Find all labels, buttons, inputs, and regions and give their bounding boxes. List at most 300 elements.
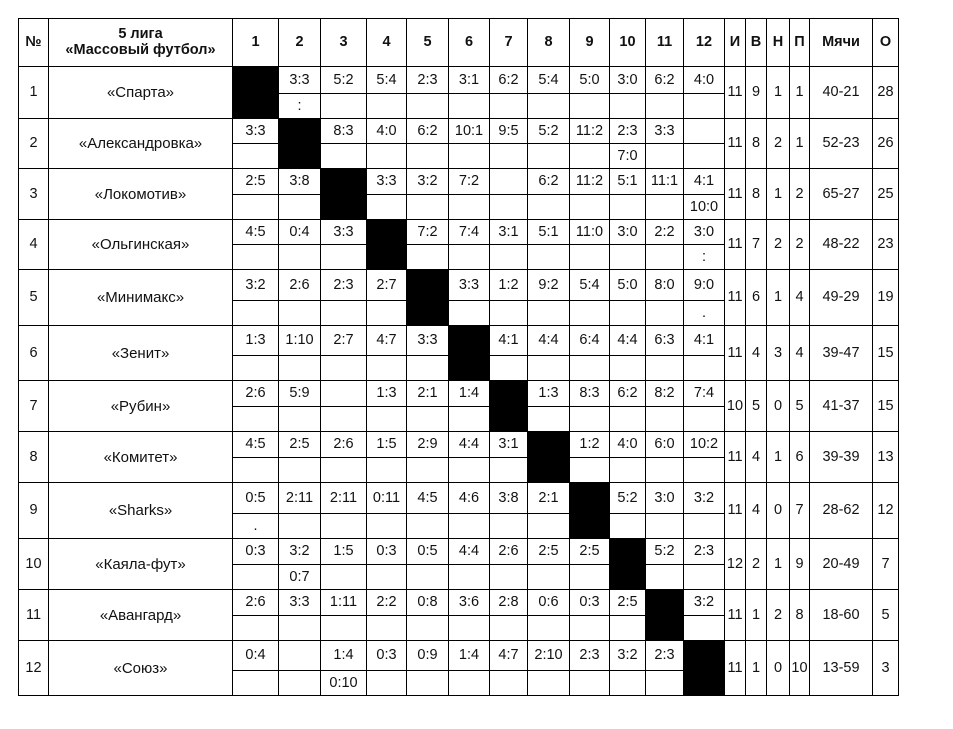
score-cell [321,381,367,407]
score-cell-second [279,195,321,220]
stat-points: 5 [873,590,899,641]
score-cell: 1:10 [279,326,321,356]
score-cell: 11:0 [570,220,610,245]
header-col-10: 10 [610,19,646,67]
score-cell: 3:3 [367,169,407,195]
score-cell: 6:3 [646,326,684,356]
score-cell-second [407,514,449,539]
score-cell-second [449,458,490,483]
stat-wins: 8 [746,169,767,220]
score-cell-second [528,144,570,169]
stat-wins: 4 [746,483,767,539]
score-cell-second [279,671,321,696]
score-cell-second [646,407,684,432]
team-number: 1 [19,67,49,119]
stat-draws: 1 [767,270,790,326]
score-cell-second [233,671,279,696]
stat-points: 15 [873,326,899,381]
stat-draws: 0 [767,483,790,539]
score-cell: 6:2 [610,381,646,407]
team-number: 4 [19,220,49,270]
score-cell: 3:6 [449,590,490,616]
score-cell: 1:4 [449,641,490,671]
score-cell: 2:1 [407,381,449,407]
header-row [19,19,899,67]
score-cell: 7:4 [684,381,725,407]
team-row [19,326,899,356]
self-match-cell [646,590,684,641]
self-match-cell [610,539,646,590]
score-cell-second: 0:10 [321,671,367,696]
score-cell-second [490,94,528,119]
team-number: 5 [19,270,49,326]
stat-games: 11 [725,483,746,539]
league-table [18,18,899,696]
score-cell: 2:10 [528,641,570,671]
score-cell: 0:3 [367,641,407,671]
score-cell-second: : [684,245,725,270]
score-cell-second [570,144,610,169]
score-cell-second [490,671,528,696]
self-match-cell [279,119,321,169]
score-cell-second [646,514,684,539]
stat-goals: 65-27 [810,169,873,220]
team-number: 6 [19,326,49,381]
score-cell-second [321,94,367,119]
team-number: 12 [19,641,49,696]
score-cell: 5:2 [610,483,646,514]
stat-draws: 2 [767,590,790,641]
score-cell-second [449,407,490,432]
stat-goals: 41-37 [810,381,873,432]
header-points: О [873,19,899,67]
score-cell-second [233,301,279,326]
header-num: № [19,19,49,67]
team-name: «Зенит» [49,326,233,381]
score-cell-second [684,458,725,483]
score-cell-second [279,356,321,381]
stat-points: 19 [873,270,899,326]
score-cell: 4:4 [610,326,646,356]
score-cell-second [233,195,279,220]
score-cell-second [233,407,279,432]
score-cell-second: 10:0 [684,195,725,220]
score-cell-second [321,565,367,590]
score-cell-second [570,616,610,641]
header-col-7: 7 [490,19,528,67]
score-cell-second [646,195,684,220]
score-cell: 4:1 [684,326,725,356]
self-match-cell [570,483,610,539]
stat-points: 15 [873,381,899,432]
score-cell: 2:7 [367,270,407,301]
score-cell: 1:4 [449,381,490,407]
score-cell: 5:2 [321,67,367,94]
score-cell: 5:4 [528,67,570,94]
stat-losses: 2 [790,169,810,220]
score-cell: 4:5 [233,432,279,458]
score-cell-second: 0:7 [279,565,321,590]
score-cell: 5:2 [646,539,684,565]
score-cell-second [490,458,528,483]
score-cell: 11:2 [570,119,610,144]
score-cell: 5:4 [570,270,610,301]
score-cell: 1:2 [490,270,528,301]
team-row [19,270,899,301]
score-cell-second [407,458,449,483]
stat-goals: 28-62 [810,483,873,539]
stat-games: 11 [725,67,746,119]
score-cell-second: . [233,514,279,539]
score-cell: 4:7 [367,326,407,356]
score-cell: 6:2 [646,67,684,94]
stat-goals: 49-29 [810,270,873,326]
score-cell: 3:1 [449,67,490,94]
score-cell: 4:4 [528,326,570,356]
score-cell-second [321,458,367,483]
score-cell-second [610,195,646,220]
score-cell: 4:7 [490,641,528,671]
score-cell-second [570,245,610,270]
stat-losses: 7 [790,483,810,539]
score-cell: 0:6 [528,590,570,616]
score-cell: 1:3 [367,381,407,407]
score-cell: 4:5 [407,483,449,514]
score-cell: 3:1 [490,432,528,458]
score-cell: 3:2 [684,483,725,514]
score-cell-second [610,407,646,432]
stat-points: 13 [873,432,899,483]
score-cell-second [279,616,321,641]
score-cell-second [528,245,570,270]
score-cell: 6:2 [407,119,449,144]
stat-wins: 7 [746,220,767,270]
score-cell-second [646,94,684,119]
score-cell-second [646,565,684,590]
score-cell: 3:2 [684,590,725,616]
score-cell-second [528,514,570,539]
score-cell-second [321,144,367,169]
score-cell-second [449,94,490,119]
stat-games: 12 [725,539,746,590]
score-cell-second [407,407,449,432]
score-cell-second [367,144,407,169]
score-cell: 0:5 [407,539,449,565]
score-cell: 3:2 [407,169,449,195]
team-row [19,381,899,407]
score-cell-second [646,301,684,326]
score-cell: 1:5 [321,539,367,565]
score-cell: 5:9 [279,381,321,407]
score-cell: 2:11 [321,483,367,514]
stat-games: 11 [725,220,746,270]
score-cell-second [449,565,490,590]
stat-draws: 0 [767,641,790,696]
stat-wins: 1 [746,641,767,696]
self-match-cell [684,641,725,696]
score-cell: 8:0 [646,270,684,301]
self-match-cell [528,432,570,483]
score-cell-second [646,144,684,169]
stat-points: 25 [873,169,899,220]
score-cell-second [449,195,490,220]
score-cell [279,641,321,671]
stat-draws: 1 [767,169,790,220]
stat-losses: 10 [790,641,810,696]
score-cell-second [367,616,407,641]
score-cell: 8:2 [646,381,684,407]
score-cell: 2:2 [367,590,407,616]
stat-draws: 1 [767,539,790,590]
score-cell-second [490,565,528,590]
score-cell: 2:6 [490,539,528,565]
score-cell-second [449,144,490,169]
stat-goals: 40-21 [810,67,873,119]
score-cell: 2:6 [279,270,321,301]
score-cell: 0:3 [570,590,610,616]
score-cell: 0:9 [407,641,449,671]
team-number: 3 [19,169,49,220]
stat-points: 23 [873,220,899,270]
score-cell-second [407,144,449,169]
score-cell: 1:3 [528,381,570,407]
stat-games: 11 [725,641,746,696]
stat-games: 11 [725,432,746,483]
score-cell-second [407,195,449,220]
stat-draws: 1 [767,432,790,483]
stat-draws: 1 [767,67,790,119]
score-cell-second [233,458,279,483]
score-cell-second [684,514,725,539]
score-cell: 4:5 [233,220,279,245]
score-cell-second [233,245,279,270]
score-cell: 2:7 [321,326,367,356]
self-match-cell [233,67,279,119]
score-cell-second [367,356,407,381]
header-col-12: 12 [684,19,725,67]
team-name: «Комитет» [49,432,233,483]
score-cell: 6:4 [570,326,610,356]
stat-points: 7 [873,539,899,590]
score-cell [684,119,725,144]
team-name: «Ольгинская» [49,220,233,270]
stat-points: 28 [873,67,899,119]
header-col-8: 8 [528,19,570,67]
stat-goals: 20-49 [810,539,873,590]
stat-losses: 2 [790,220,810,270]
score-cell: 3:3 [407,326,449,356]
score-cell: 4:0 [684,67,725,94]
score-cell-second [490,195,528,220]
score-cell: 2:5 [528,539,570,565]
score-cell: 1:2 [570,432,610,458]
score-cell: 8:3 [321,119,367,144]
score-cell: 2:5 [570,539,610,565]
score-cell: 0:8 [407,590,449,616]
score-cell: 3:1 [490,220,528,245]
score-cell: 5:0 [570,67,610,94]
table-body [19,19,899,696]
score-cell-second [528,94,570,119]
score-cell-second [367,94,407,119]
score-cell-second [233,356,279,381]
score-cell: 0:5 [233,483,279,514]
stat-losses: 9 [790,539,810,590]
score-cell: 3:3 [279,67,321,94]
stat-goals: 18-60 [810,590,873,641]
team-number: 11 [19,590,49,641]
score-cell-second [528,407,570,432]
score-cell-second [610,245,646,270]
score-cell: 5:1 [528,220,570,245]
stat-games: 10 [725,381,746,432]
score-cell-second [570,565,610,590]
score-cell-second [407,245,449,270]
score-cell: 2:11 [279,483,321,514]
score-cell-second [367,301,407,326]
score-cell-second [449,671,490,696]
score-cell: 1:4 [321,641,367,671]
stat-goals: 52-23 [810,119,873,169]
score-cell: 2:3 [321,270,367,301]
score-cell-second [490,301,528,326]
stat-draws: 0 [767,381,790,432]
stat-losses: 1 [790,67,810,119]
score-cell-second [528,565,570,590]
score-cell-second [610,301,646,326]
score-cell: 0:4 [233,641,279,671]
header-title-line2: «Массовый футбол» [65,41,216,58]
team-number: 7 [19,381,49,432]
stat-losses: 4 [790,326,810,381]
team-name: «Локомотив» [49,169,233,220]
score-cell-second [570,94,610,119]
score-cell-second [367,565,407,590]
score-cell: 1:11 [321,590,367,616]
stat-wins: 8 [746,119,767,169]
team-number: 2 [19,119,49,169]
score-cell-second [321,301,367,326]
score-cell: 1:3 [233,326,279,356]
score-cell: 9:2 [528,270,570,301]
score-cell-second [449,301,490,326]
team-row [19,119,899,144]
score-cell-second [684,94,725,119]
score-cell: 3:0 [646,483,684,514]
score-cell-second [570,356,610,381]
score-cell-second [684,565,725,590]
self-match-cell [367,220,407,270]
score-cell: 2:8 [490,590,528,616]
team-name: «Каяла-фут» [49,539,233,590]
score-cell: 0:4 [279,220,321,245]
header-wins: В [746,19,767,67]
score-cell: 3:8 [490,483,528,514]
score-cell: 7:2 [449,169,490,195]
score-cell: 9:0 [684,270,725,301]
score-cell-second [610,458,646,483]
stat-points: 26 [873,119,899,169]
score-cell: 3:0 [610,220,646,245]
score-cell: 2:2 [646,220,684,245]
header-col-11: 11 [646,19,684,67]
score-cell: 2:3 [570,641,610,671]
header-losses: П [790,19,810,67]
score-cell-second: 7:0 [610,144,646,169]
score-cell: 4:6 [449,483,490,514]
score-cell-second [407,565,449,590]
stat-goals: 39-39 [810,432,873,483]
score-cell: 3:2 [279,539,321,565]
stat-wins: 5 [746,381,767,432]
score-cell: 7:2 [407,220,449,245]
stat-draws: 3 [767,326,790,381]
stat-losses: 5 [790,381,810,432]
score-cell: 3:0 [610,67,646,94]
score-cell-second [490,356,528,381]
score-cell-second [407,616,449,641]
header-col-6: 6 [449,19,490,67]
score-cell-second [570,458,610,483]
stat-wins: 4 [746,432,767,483]
score-cell: 6:2 [490,67,528,94]
score-cell: 11:2 [570,169,610,195]
stat-losses: 1 [790,119,810,169]
score-cell-second [570,407,610,432]
score-cell: 10:1 [449,119,490,144]
team-row [19,539,899,565]
score-cell: 2:3 [407,67,449,94]
stat-wins: 6 [746,270,767,326]
stat-goals: 48-22 [810,220,873,270]
score-cell-second [321,616,367,641]
score-cell: 3:3 [449,270,490,301]
score-cell [490,169,528,195]
score-cell: 4:0 [367,119,407,144]
score-cell-second [367,458,407,483]
score-cell-second [528,616,570,641]
score-cell: 2:3 [646,641,684,671]
score-cell-second [449,245,490,270]
team-row [19,590,899,616]
score-cell: 3:3 [279,590,321,616]
score-cell-second [279,514,321,539]
score-cell-second [233,565,279,590]
score-cell-second [233,144,279,169]
score-cell-second [279,301,321,326]
stat-goals: 13-59 [810,641,873,696]
header-col-1: 1 [233,19,279,67]
score-cell: 3:3 [321,220,367,245]
self-match-cell [490,381,528,432]
team-name: «Sharks» [49,483,233,539]
self-match-cell [449,326,490,381]
score-cell: 2:3 [684,539,725,565]
stat-losses: 4 [790,270,810,326]
stat-games: 11 [725,326,746,381]
score-cell-second: : [279,94,321,119]
team-number: 8 [19,432,49,483]
team-row [19,220,899,245]
score-cell-second [449,514,490,539]
score-cell-second [490,616,528,641]
score-cell: 3:2 [610,641,646,671]
header-col-4: 4 [367,19,407,67]
score-cell: 2:6 [233,381,279,407]
score-cell: 5:0 [610,270,646,301]
stat-wins: 4 [746,326,767,381]
score-cell-second [279,407,321,432]
